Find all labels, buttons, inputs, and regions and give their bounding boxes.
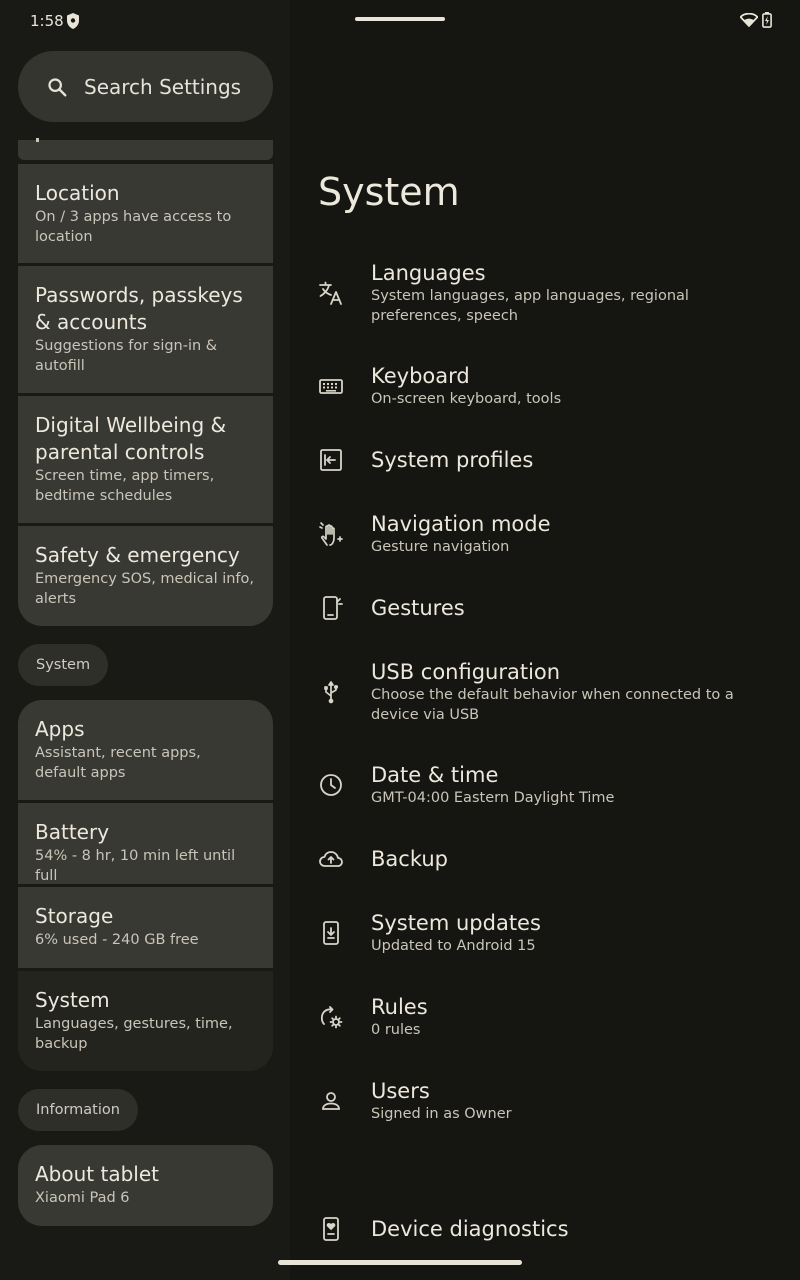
settings-item-languages[interactable] xyxy=(318,260,788,330)
settings-item-backup[interactable] xyxy=(318,846,788,876)
settings-item-subtitle: Gesture navigation xyxy=(371,539,510,555)
sidebar-item-apps[interactable] xyxy=(18,700,273,800)
top-handle[interactable] xyxy=(355,17,445,21)
settings-item-title: Device diagnostics xyxy=(371,1217,569,1241)
sidebar-item-subtitle: Emergency SOS, medical info, alerts xyxy=(35,571,255,607)
sidebar-card-partial[interactable] xyxy=(18,140,273,160)
settings-item-system-profiles[interactable] xyxy=(318,447,788,477)
sidebar-item-title: Safety & emergency xyxy=(35,543,240,567)
profiles-icon xyxy=(318,447,344,473)
settings-item-gestures[interactable] xyxy=(318,595,788,625)
sidebar-item-subtitle: 54% - 8 hr, 10 min left until full xyxy=(35,848,236,884)
sidebar-item-subtitle: On / 3 apps have access to location xyxy=(35,209,232,245)
wifi-icon xyxy=(740,13,758,27)
cloud-upload-icon xyxy=(318,846,344,872)
sidebar-item-subtitle: Xiaomi Pad 6 xyxy=(35,1190,130,1206)
section-header-information: Information xyxy=(18,1089,138,1131)
gesture-hand-icon xyxy=(318,521,344,547)
sidebar-item-system[interactable] xyxy=(18,971,273,1071)
section-header-system: System xyxy=(18,644,108,686)
settings-item-rules[interactable] xyxy=(318,994,788,1044)
settings-item-subtitle: GMT-04:00 Eastern Daylight Time xyxy=(371,790,615,806)
settings-item-subtitle: Signed in as Owner xyxy=(371,1106,512,1122)
settings-item-title: Rules xyxy=(371,995,428,1019)
gesture-navigation-bar[interactable] xyxy=(278,1260,522,1265)
sidebar-item-about-tablet[interactable] xyxy=(18,1145,273,1226)
usb-icon xyxy=(318,679,344,705)
settings-item-title: Keyboard xyxy=(371,364,470,388)
search-icon xyxy=(46,76,68,98)
sidebar-item-storage[interactable] xyxy=(18,887,273,968)
settings-item-title: USB configuration xyxy=(371,660,561,684)
sidebar-item-passwords[interactable] xyxy=(18,266,273,393)
sidebar-item-title: Battery xyxy=(35,820,110,844)
settings-item-title: System profiles xyxy=(371,448,534,472)
settings-item-device-diagnostics[interactable] xyxy=(318,1216,788,1246)
sidebar-item-title: Apps xyxy=(35,717,85,741)
settings-item-title: Users xyxy=(371,1079,430,1103)
settings-item-subtitle: 0 rules xyxy=(371,1022,421,1038)
settings-item-usb-configuration[interactable] xyxy=(318,659,788,729)
settings-item-system-updates[interactable] xyxy=(318,910,788,960)
settings-item-title: Date & time xyxy=(371,763,499,787)
settings-item-users[interactable] xyxy=(318,1078,788,1128)
sidebar-item-title: Digital Wellbeing & parental controls xyxy=(35,413,227,464)
keyboard-icon xyxy=(318,373,344,399)
sidebar-item-battery[interactable] xyxy=(18,803,273,884)
settings-item-keyboard[interactable] xyxy=(318,363,788,413)
sidebar-item-title: Location xyxy=(35,181,120,205)
sidebar-item-title: System xyxy=(35,988,110,1012)
sidebar-item-subtitle: Assistant, recent apps, default apps xyxy=(35,745,201,781)
settings-item-title: System updates xyxy=(371,911,541,935)
sidebar-item-subtitle: Screen time, app timers, bedtime schedules xyxy=(35,468,215,504)
shield-icon xyxy=(66,13,80,29)
sidebar-item-title: About tablet xyxy=(35,1162,159,1186)
rules-icon xyxy=(318,1004,344,1030)
system-update-icon xyxy=(318,920,344,946)
translate-icon xyxy=(318,280,344,306)
settings-item-subtitle: Choose the default behavior when connected to a device via USB xyxy=(371,687,734,723)
settings-item-navigation-mode[interactable] xyxy=(318,511,788,561)
settings-item-subtitle: Updated to Android 15 xyxy=(371,938,536,954)
status-time: 1:58 xyxy=(30,12,64,30)
sidebar-item-title: Storage xyxy=(35,904,114,928)
page-title: System xyxy=(318,170,460,214)
sidebar-item-safety[interactable] xyxy=(18,526,273,626)
search-bar[interactable] xyxy=(18,51,273,122)
sidebar-item-digital-wellbeing[interactable] xyxy=(18,396,273,523)
sidebar-item-location[interactable] xyxy=(18,164,273,263)
settings-item-subtitle: System languages, app languages, regional preferences, speech xyxy=(371,288,689,324)
sidebar-item-subtitle: Suggestions for sign-in & autofill xyxy=(35,338,218,374)
settings-item-date-time[interactable] xyxy=(318,762,788,812)
search-label: Search Settings xyxy=(84,74,242,99)
sidebar-item-subtitle: Languages, gestures, time, backup xyxy=(35,1016,233,1052)
phone-gesture-icon xyxy=(318,595,344,621)
settings-item-title: Languages xyxy=(371,261,486,285)
sidebar-item-subtitle: 6% used - 240 GB free xyxy=(35,932,199,948)
status-icons xyxy=(740,12,772,28)
diagnostics-icon xyxy=(318,1216,344,1242)
settings-item-title: Navigation mode xyxy=(371,512,551,536)
settings-item-title: Gestures xyxy=(371,596,465,620)
sidebar-item-title: Passwords, passkeys & accounts xyxy=(35,283,243,334)
settings-item-subtitle: On-screen keyboard, tools xyxy=(371,391,562,407)
settings-item-title: Backup xyxy=(371,847,448,871)
person-icon xyxy=(318,1088,344,1114)
battery-charging-icon xyxy=(762,12,772,28)
clock-icon xyxy=(318,772,344,798)
